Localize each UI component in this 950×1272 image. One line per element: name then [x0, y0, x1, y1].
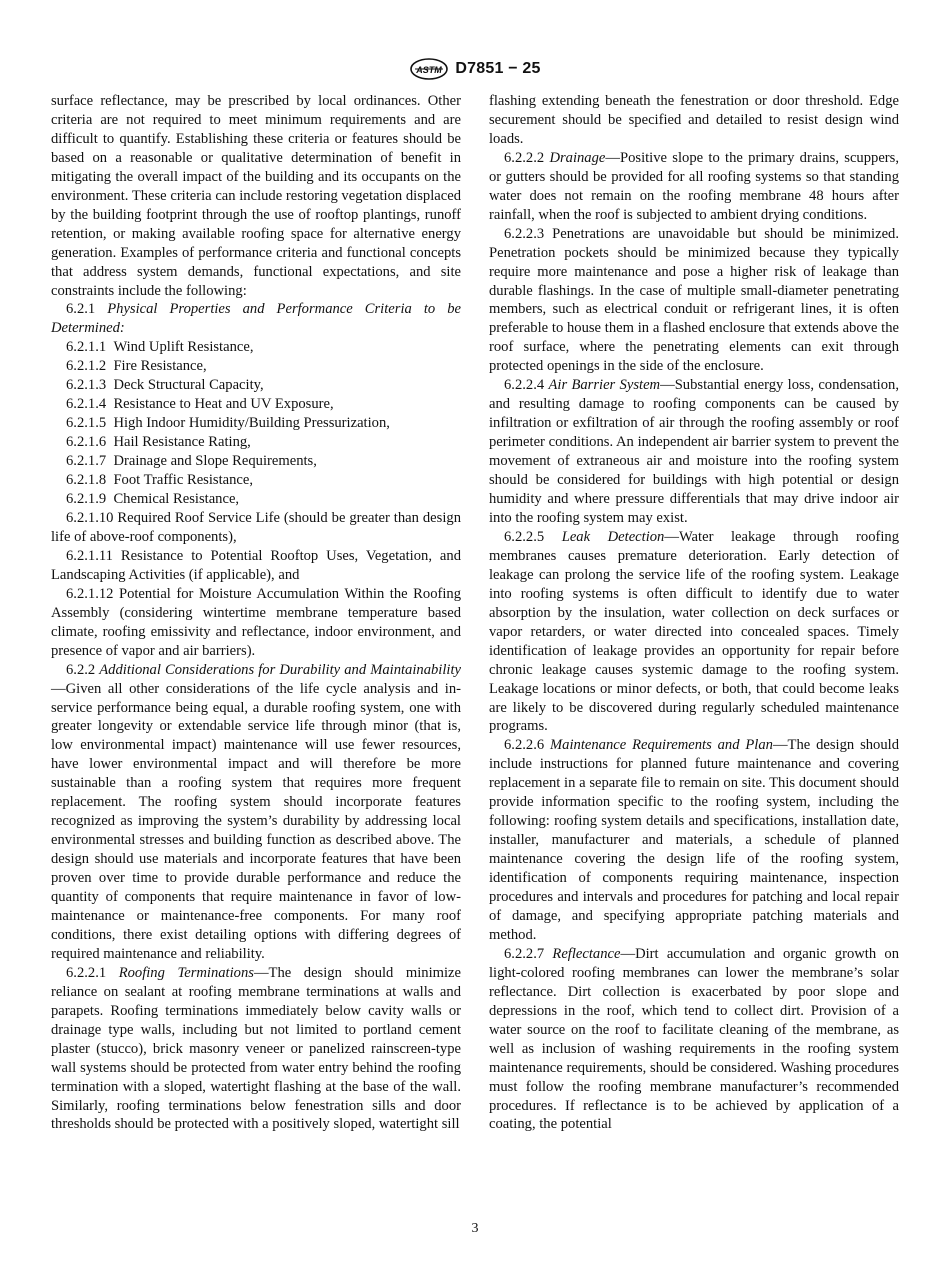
list-item-12: 6.2.1.12 Potential for Moisture Accumulation Within the Roofing Assembly (considering wintertime membrane temperature based climate, roofing emissivity and reflectance, indoor environment, and presence of vapor and air barriers). [51, 585, 461, 659]
page-number: 3 [471, 1221, 479, 1236]
list-item: 6.2.1.5 High Indoor Humidity/Building Pressurization, [66, 415, 390, 432]
section-6-2-2-2: 6.2.2.2 Drainage—Positive slope to the primary drains, scuppers, or gutters should be provided for all roofing systems so that standing water does not remain on the roofing membrane 48 hours after rainfall, when the roof is subjected to ambient drying conditions. [489, 149, 899, 223]
left-column [51, 92, 461, 1134]
paragraph-intro: surface reflectance, may be prescribed by local ordinances. Other criteria are not required to meet minimum requirements and are difficult to quantify. Establishing these criteria or features should be based on a reasonable or qualitative determination of benefit in mitigating the overall impact of the building and its occupants on the environment. These criteria can include restoring vegetation displaced by the building footprint through the use of rooftop plantings, runoff retention, or making available roofing space for alternative energy generation. Examples of performance criteria and functional concepts that address system demands, functional expectations, and site constraints include the following: [51, 93, 461, 299]
section-6-2-2-3: 6.2.2.3 Penetrations are unavoidable but should be minimized. Penetration pockets should be minimized because they typically require more maintenance and pose a higher risk of leakage than durable flashings. In the case of multiple small-diameter penetrating members, such as electrical conduit or refrigerant lines, it is often preferable to house them in a flashed enclosure that extends above the roof surface, where the penetrating elements can exit through protected openings in the side of the enclosure. [489, 225, 899, 375]
list-item-10: 6.2.1.10 Required Roof Service Life (should be greater than design life of above-roof components), [51, 509, 461, 545]
section-6-2-1 [51, 300, 461, 338]
section-number: 6.2.1 [66, 301, 96, 318]
svg-text:ASTM: ASTM [416, 65, 443, 75]
section-6-2-2-5: 6.2.2.5 Leak Detection—Water leakage through roofing membranes causes premature deterioration. Early detection of leakage can prolong the service life of the roofing system. Leakage into roofing systems is often difficult to identify due to water absorption by the insulation, water collection on deck surfaces or vapor retarders, or water directed into concealed spaces. Timely identification of leakage provides an opportunity for repair before chronic leakage causes systemic damage to the roofing system. Leakage locations or minor defects, or both, that could become leaks are likely to be discovered during regularly scheduled maintenance programs. [489, 528, 900, 735]
astm-logo-icon [409, 58, 449, 80]
list-item: 6.2.1.6 Hail Resistance Rating, [66, 434, 251, 451]
paragraph-continued: flashing extending beneath the fenestration or door threshold. Edge securement should be specified and detailed to resist design wind loads. [489, 93, 899, 147]
list-item: 6.2.1.3 Deck Structural Capacity, [66, 377, 264, 394]
section-6-2-2-1: 6.2.2.1 Roofing Terminations—The design should minimize reliance on sealant at roofing membrane terminations at walls and parapets. Roofing terminations immediately below cavity walls or drainage type walls, including but not limited to portland cement plaster (stucco), brick masonry veneer or panelized rainscreen-type wall systems should be protected from water entry behind the roofing termination with a sloped, watertight flashing at the base of the wall. Similarly, roofing terminations below fenestration sills and door thresholds should be protected with a positively sloped, watertight sill [51, 964, 461, 1133]
list-item: 6.2.1.8 Foot Traffic Resistance, [66, 472, 254, 489]
section-6-2-2-4: 6.2.2.4 Air Barrier System—Substantial energy loss, condensation, and resulting damage to roofing components can be caused by infiltration or exfiltration of air through the roofing assembly or roof perimeter conditions. An independent air barrier system to prevent the movement of extraneous air and moisture into the roofing system should be considered for buildings with high potential or design humidity and where pressure differentials that may drive indoor air into the roofing system may exist. [489, 377, 899, 526]
list-item: 6.2.1.2 Fire Resistance, [66, 358, 207, 375]
list-item: 6.2.1.7 Drainage and Slope Requirements, [66, 453, 317, 470]
list-item: 6.2.1.9 Chemical Resistance, [66, 491, 240, 508]
list-item-11: 6.2.1.11 Resistance to Potential Rooftop Uses, Vegetation, and Landscaping Activities (if applicable), and [51, 547, 461, 583]
document-id: D7851 − 25 [455, 60, 541, 77]
right-column [489, 92, 899, 1134]
section-6-2-2-6: 6.2.2.6 Maintenance Requirements and Plan—The design should include instructions for planned future maintenance and covering replacement in a separate file to remain on site. This document should provide information specific to the roofing system, including the following: roofing system details and specifications, installation date, installer, manufacturer and materials, a schedule of planned maintenance covering the design life of the roofing system, identification of components requiring maintenance, inspection procedures and intervals and procedures for patching and local repair of damage, and specifying appropriate patching materials and method. [489, 737, 899, 943]
list-item: 6.2.1.4 Resistance to Heat and UV Exposure, [66, 396, 334, 413]
page-header [0, 58, 950, 80]
criteria-list [51, 338, 461, 509]
list-item: 6.2.1.1 Wind Uplift Resistance, [66, 339, 254, 356]
section-title: Physical Properties and Performance Criteria to be Determined: [51, 301, 461, 337]
section-6-2-2: 6.2.2 Additional Considerations for Durability and Maintainability—Given all other considerations of the life cycle analysis and in-service performance being equal, a durable roofing system, one with greater longevity or extendable service life through minor (that is, low environmental impact) maintenance will use fewer resources, have lower environmental impact and will therefore be more sustainable than a roofing system that requires more frequent replacement. The roofing system should incorporate features recognized as improving the system’s durability by addressing local environmental stresses and building function as described above. The design should use materials and incorporate features that have been proven over time to provide durable performance and reduce the quantity of components that require maintenance in favor of low-maintenance or maintenance-free components. For many roof conditions, there exist detailing options with differing degrees of required maintenance and reliability. [51, 661, 461, 962]
section-6-2-2-7: 6.2.2.7 Reflectance—Dirt accumulation and organic growth on light-colored roofing membranes can lower the membrane’s solar reflectance. Dirt collection is exacerbated by poor slope and depressions in the roof, which tend to collect dirt. Provision of a water source on the roof to facilitate cleaning of the membrane, as well as inclusion of washing requirements in the roofing system maintenance requirements, should be considered. Washing procedures must follow the roofing membrane manufacturer’s recommended procedures. If reflectance is to be achieved by application of a coating, the potential [489, 945, 899, 1133]
